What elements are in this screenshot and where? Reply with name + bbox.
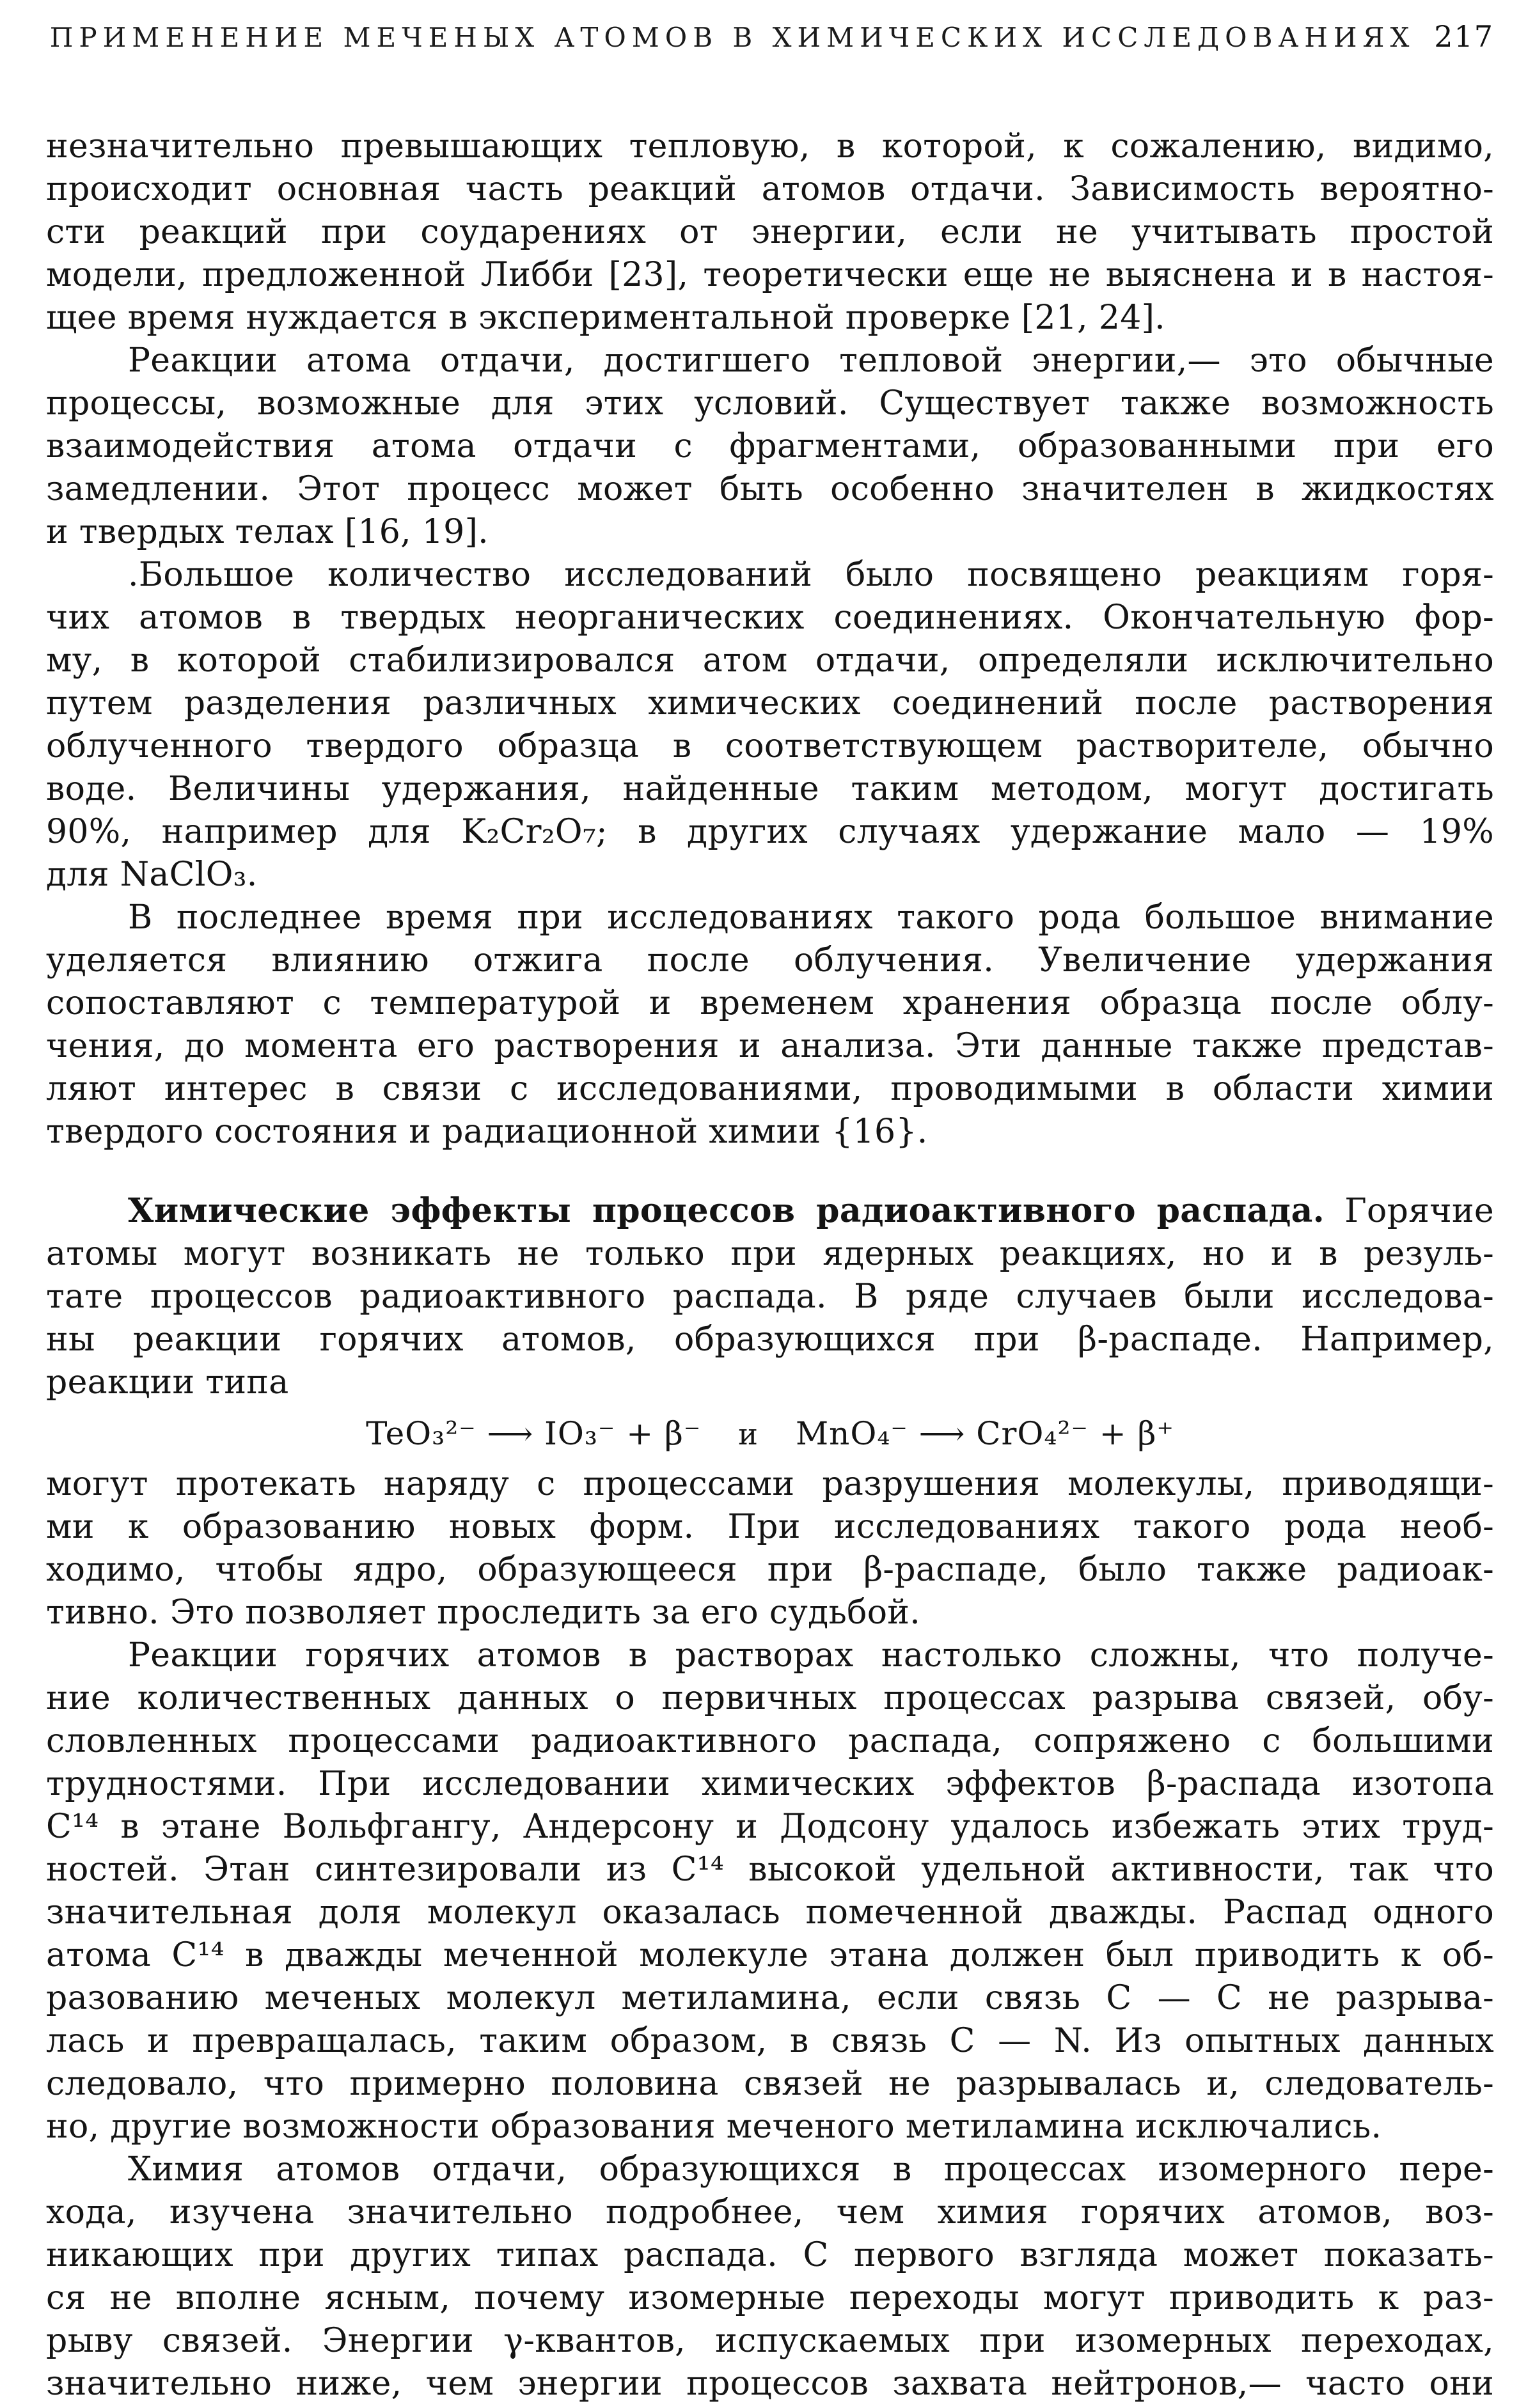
text-line: сопоставляют с температурой и временем хранения образца после облу- [46,984,1494,1022]
text-line: ны реакции горячих атомов, образующихся при β-распаде. Например, [46,1320,1494,1359]
equation-left: TeO₃²⁻ ⟶ IO₃⁻ + β⁻ [366,1415,702,1452]
section-heading: Химические эффекты процессов радиоактивного распада. [128,1191,1325,1230]
text-line: лась и превращалась, таким образом, в связь C — N. Из опытных данных [46,2022,1494,2060]
text-line: ние количественных данных о первичных процессах разрыва связей, обу- [46,1679,1494,1717]
paragraph [46,1634,1494,2148]
paragraph [46,1463,1494,1634]
text-line: следовало, что примерно половина связей не разрывалась и, следователь- [46,2065,1494,2103]
text-line: атомы могут возникать не только при ядерных реакциях, но и в резуль- [46,1235,1494,1273]
text-line: трудностями. При исследовании химических эффектов β-распада изотопа [46,1765,1494,1803]
chemical-equation [46,1404,1494,1463]
text-line: никающих при других типах распада. С первого взгляда может показать- [46,2236,1494,2274]
text-line: тате процессов радиоактивного распада. В ряде случаев были исследова- [46,1278,1494,1316]
text-line: В последнее время при исследованиях такого рода большое внимание [128,898,1494,937]
text-line: воде. Величины удержания, найденные таким методом, могут достигать [46,770,1494,808]
text-line: хода, изучена значительно подробнее, чем химия горячих атомов, воз- [46,2193,1494,2232]
text-line: Химия атомов отдачи, образующихся в процессах изомерного пере- [128,2150,1494,2189]
text-line: могут протекать наряду с процессами разрушения молекулы, приводящи- [46,1465,1494,1503]
text-line: .Большое количество исследований было посвящено реакциям горя- [128,556,1494,594]
text-line: замедлении. Этот процесс может быть особенно значителен в жидкостях [46,470,1494,508]
paragraph [46,125,1494,340]
text-line: Реакции атома отдачи, достигшего тепловой энергии,— это обычные [128,341,1494,380]
text-line: разованию меченых молекул метиламина, если связь C — C не разрыва- [46,1979,1494,2017]
text-line: путем разделения различных химических соединений после растворения [46,684,1494,723]
text-line [46,1189,1494,1233]
text-line: ходимо, чтобы ядро, образующееся при β-распаде, было также радиоак- [46,1551,1494,1589]
text-line: тивно. Это позволяет проследить за его судьбой. [46,1593,921,1632]
text-line: для NaClO₃. [46,856,258,894]
text-line: чих атомов в твердых неорганических соединениях. Окончательную фор- [46,598,1494,637]
paragraph-with-run-in-heading [46,1189,1494,1404]
text-line: C¹⁴ в этане Вольфгангу, Андерсону и Додсону удалось избежать этих труд- [46,1808,1494,1846]
text-line: значительная доля молекул оказалась помеченной дважды. Распад одного [46,1893,1494,1932]
paragraph [46,340,1494,554]
text-line: значительно ниже, чем энергии процессов захвата нейтронов,— часто они [46,2365,1494,2403]
text-line: ляют интерес в связи с исследованиями, проводимыми в области химии [46,1070,1494,1108]
text-line: происходит основная часть реакций атомов отдачи. Зависимость вероятно- [46,170,1494,208]
text-line: ми к образованию новых форм. При исследованиях такого рода необ- [46,1508,1494,1546]
text-line: незначительно превышающих тепловую, в которой, к сожалению, видимо, [46,127,1494,166]
page-number: 217 [1434,19,1494,54]
equation-conjunction: и [738,1417,759,1451]
text-line: му, в которой стабилизировался атом отдачи, определяли исключительно [46,641,1494,680]
text-column [46,125,1494,2405]
text-line: словленных процессами радиоактивного распада, сопряжено с большими [46,1722,1494,1760]
text-line: атома C¹⁴ в дважды меченной молекуле этана должен был приводить к об- [46,1936,1494,1974]
text-line: облученного твердого образца в соответствующем растворителе, обычно [46,727,1494,765]
text-line: модели, предложенной Либби [23], теоретически еще не выяснена и в настоя- [46,256,1494,294]
paragraph [46,554,1494,896]
heading-tail-text: Горячие [1324,1192,1494,1230]
text-line: сти реакций при соударениях от энергии, если не учитывать простой [46,213,1494,251]
text-line: взаимодействия атома отдачи с фрагментами, образованными при его [46,427,1494,465]
text-line: и твердых телах [16, 19]. [46,513,489,551]
text-line: процессы, возможные для этих условий. Существует также возможность [46,384,1494,423]
running-head-title: ПРИМЕНЕНИЕ МЕЧЕНЫХ АТОМОВ В ХИМИЧЕСКИХ ИССЛЕДОВАНИЯХ [49,22,1415,53]
paragraph [46,896,1494,1153]
text-line: ностей. Этан синтезировали из C¹⁴ высокой удельной активности, так что [46,1850,1494,1889]
text-line: щее время нуждается в экспериментальной проверке [21, 24]. [46,299,1166,337]
text-line: ся не вполне ясным, почему изомерные переходы могут приводить к раз- [46,2279,1494,2317]
paragraph [46,2148,1494,2405]
text-line: твердого состояния и радиационной химии {16}. [46,1113,928,1151]
text-line: 90%, например для K₂Cr₂O₇; в других случаях удержание мало — 19% [46,813,1494,851]
text-line: но, другие возможности образования меченого метиламина исключались. [46,2107,1382,2146]
text-line: чения, до момента его растворения и анализа. Эти данные также представ- [46,1027,1494,1065]
text-line: Реакции горячих атомов в растворах настолько сложны, что получе- [128,1636,1494,1675]
text-line: уделяется влиянию отжига после облучения. Увеличение удержания [46,941,1494,980]
equation-right: MnO₄⁻ ⟶ CrO₄²⁻ + β⁺ [795,1415,1174,1452]
text-line: рыву связей. Энергии γ-квантов, испускаемых при изомерных переходах, [46,2322,1494,2360]
running-head [46,19,1494,54]
text-line: реакции типа [46,1363,289,1402]
